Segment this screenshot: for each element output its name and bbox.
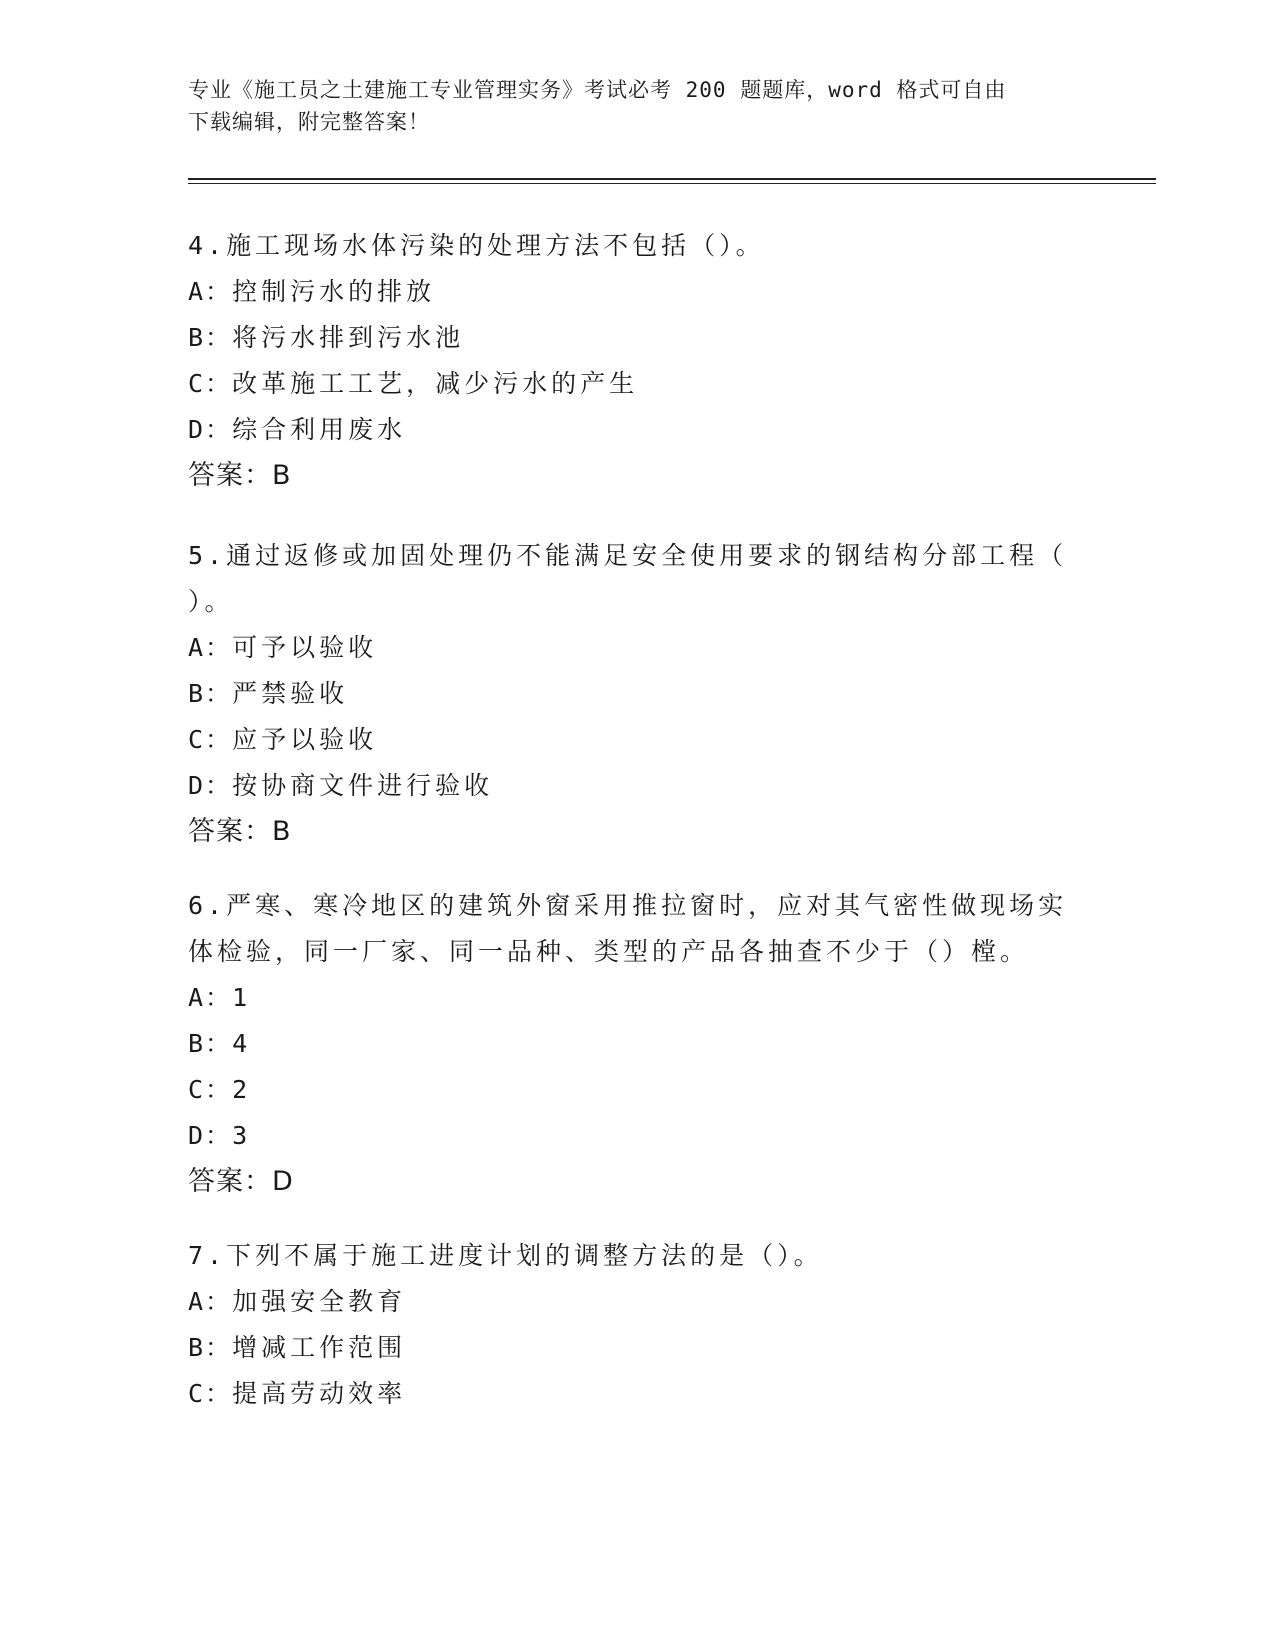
option-a: A：控制污水的排放 bbox=[188, 277, 436, 306]
option-b: B：将污水排到污水池 bbox=[188, 323, 465, 352]
question-5 bbox=[188, 533, 1068, 855]
header-line-1: 专业《施工员之土建施工专业管理实务》考试必考 200 题题库，word 格式可自由 bbox=[188, 78, 1007, 102]
question-4 bbox=[188, 223, 1068, 499]
question-6 bbox=[188, 883, 1068, 1205]
option-a: A：1 bbox=[188, 983, 252, 1012]
document-header bbox=[188, 74, 1068, 138]
answer: 答案：D bbox=[188, 1166, 294, 1197]
header-line-2: 下载编辑，附完整答案！ bbox=[188, 110, 430, 134]
header-divider bbox=[188, 178, 1156, 180]
option-c: C：2 bbox=[188, 1075, 252, 1104]
option-b: B：严禁验收 bbox=[188, 679, 349, 708]
option-a: A：加强安全教育 bbox=[188, 1287, 407, 1316]
option-b: B：4 bbox=[188, 1029, 252, 1058]
option-c: C：提高劳动效率 bbox=[188, 1379, 407, 1408]
option-b: B：增减工作范围 bbox=[188, 1333, 407, 1362]
answer: 答案：B bbox=[188, 460, 292, 491]
question-stem-line-2: ）。 bbox=[188, 587, 234, 616]
option-a: A：可予以验收 bbox=[188, 633, 378, 662]
question-stem-line-1: 5.通过返修或加固处理仍不能满足安全使用要求的钢结构分部工程（ bbox=[188, 541, 1068, 570]
option-d: D：综合利用废水 bbox=[188, 415, 407, 444]
question-7 bbox=[188, 1233, 1068, 1417]
option-c: C：应予以验收 bbox=[188, 725, 378, 754]
question-stem-line-2: 体检验，同一厂家、同一品种、类型的产品各抽查不少于（）樘。 bbox=[188, 937, 1030, 966]
option-c: C：改革施工工艺，减少污水的产生 bbox=[188, 369, 639, 398]
answer: 答案：B bbox=[188, 816, 292, 847]
question-stem-line-1: 6.严寒、寒冷地区的建筑外窗采用推拉窗时，应对其气密性做现场实 bbox=[188, 891, 1068, 920]
header-divider-thin bbox=[188, 183, 1156, 184]
option-d: D：按协商文件进行验收 bbox=[188, 771, 494, 800]
question-stem: 7.下列不属于施工进度计划的调整方法的是（）。 bbox=[188, 1241, 823, 1270]
option-d: D：3 bbox=[188, 1121, 252, 1150]
question-stem: 4.施工现场水体污染的处理方法不包括（）。 bbox=[188, 231, 765, 260]
